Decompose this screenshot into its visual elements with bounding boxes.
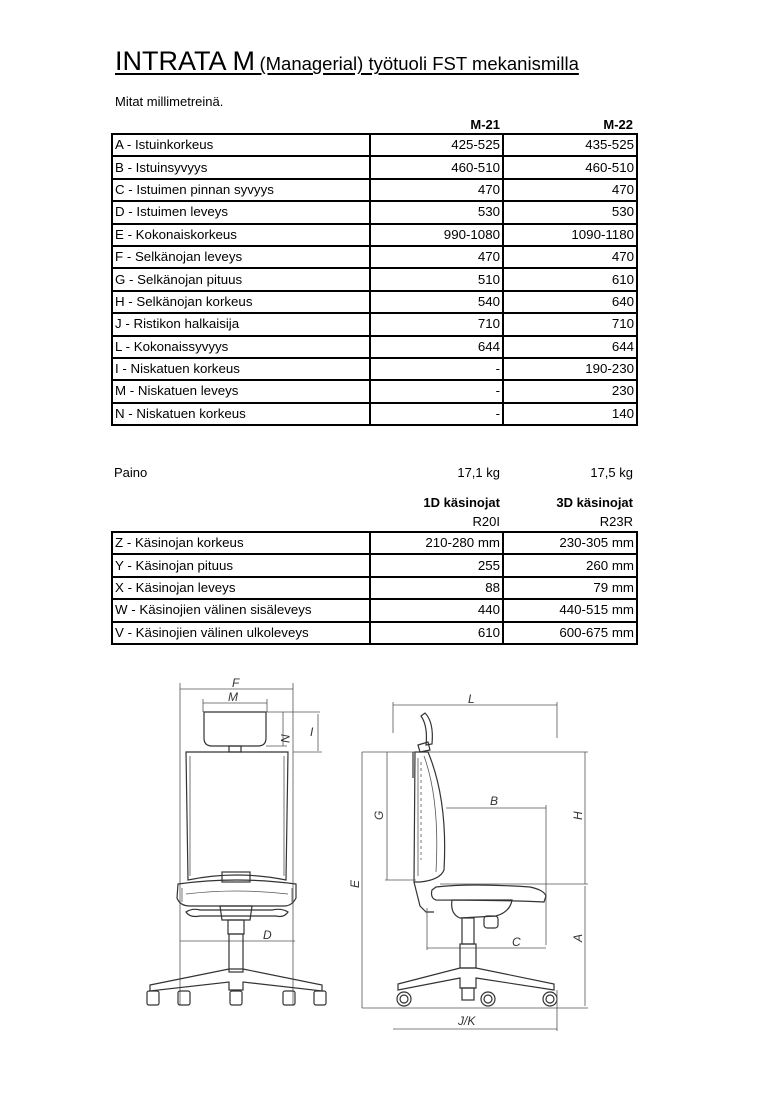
row-label: N - Niskatuen korkeus xyxy=(112,403,370,425)
row-value-1: 644 xyxy=(370,336,503,358)
row-label: C - Istuimen pinnan syvyys xyxy=(112,179,370,201)
dim-label-b: B xyxy=(490,794,499,808)
front-view-drawing xyxy=(147,676,326,1005)
dim-label-l: L xyxy=(468,692,475,706)
row-label: L - Kokonaissyvyys xyxy=(112,336,370,358)
row-value-1: - xyxy=(370,358,503,380)
row-value-2: 640 xyxy=(503,291,637,313)
dim-label-e: E xyxy=(348,879,362,888)
row-value-2: 435-525 xyxy=(503,134,637,156)
row-value-1: 440 xyxy=(370,599,503,621)
dim-label-g: G xyxy=(372,810,386,820)
dim-label-h: H xyxy=(571,811,585,820)
row-value-1: 540 xyxy=(370,291,503,313)
row-label: M - Niskatuen leveys xyxy=(112,380,370,402)
row-label: Y - Käsinojan pituus xyxy=(112,554,370,576)
dim-label-a: A xyxy=(571,933,585,942)
row-label: V - Käsinojien välinen ulkoleveys xyxy=(112,622,370,644)
row-value-2: 230-305 mm xyxy=(503,532,637,554)
row-value-2: 460-510 xyxy=(503,156,637,178)
row-label: W - Käsinojien välinen sisäleveys xyxy=(112,599,370,621)
backrest-front xyxy=(186,752,288,880)
row-label: F - Selkänojan leveys xyxy=(112,246,370,268)
dim-label-d: D xyxy=(263,928,272,942)
row-value-1: 255 xyxy=(370,554,503,576)
dim-label-i: I xyxy=(310,725,314,739)
row-value-2: 190-230 xyxy=(503,358,637,380)
backrest-side xyxy=(414,752,445,882)
casters-side xyxy=(397,992,557,1006)
row-value-1: 610 xyxy=(370,622,503,644)
row-value-2: 610 xyxy=(503,268,637,290)
row-label: J - Ristikon halkaisija xyxy=(112,313,370,335)
dim-label-m: M xyxy=(228,690,238,704)
weight-m21: 17,1 kg xyxy=(457,465,500,480)
row-value-2: 440-515 mm xyxy=(503,599,637,621)
row-value-2: 530 xyxy=(503,201,637,223)
side-view-drawing xyxy=(348,692,588,1031)
dim-label-n: N xyxy=(278,734,292,743)
dim-label-f: F xyxy=(232,676,240,690)
title-main: INTRATA M xyxy=(115,46,255,76)
row-value-1: 530 xyxy=(370,201,503,223)
weight-label: Paino xyxy=(114,465,148,480)
row-value-1: 470 xyxy=(370,179,503,201)
row-label: X - Käsinojan leveys xyxy=(112,577,370,599)
armrest-code-3d: R23R xyxy=(599,514,633,529)
row-value-1: 210-280 mm xyxy=(370,532,503,554)
armrest-header-1d: 1D käsinojat xyxy=(423,495,500,510)
row-value-1: - xyxy=(370,403,503,425)
row-value-2: 140 xyxy=(503,403,637,425)
row-value-1: 88 xyxy=(370,577,503,599)
casters-front xyxy=(147,991,326,1005)
row-label: D - Istuimen leveys xyxy=(112,201,370,223)
dim-label-jk: J/K xyxy=(458,1014,476,1028)
title-sub: (Managerial) työtuoli FST mekanismilla xyxy=(259,53,579,74)
row-value-1: 710 xyxy=(370,313,503,335)
row-label: G - Selkänojan pituus xyxy=(112,268,370,290)
row-value-2: 600-675 mm xyxy=(503,622,637,644)
row-value-2: 230 xyxy=(503,380,637,402)
row-value-2: 644 xyxy=(503,336,637,358)
mechanism-side xyxy=(452,900,512,918)
row-value-1: 990-1080 xyxy=(370,224,503,246)
units-note: Mitat millimetreinä. xyxy=(115,94,224,109)
base-side xyxy=(398,968,554,990)
column-header-m21: M-21 xyxy=(470,117,500,132)
row-label: E - Kokonaiskorkeus xyxy=(112,224,370,246)
row-value-1: 470 xyxy=(370,246,503,268)
row-value-2: 79 mm xyxy=(503,577,637,599)
row-value-1: 425-525 xyxy=(370,134,503,156)
row-label: I - Niskatuen korkeus xyxy=(112,358,370,380)
headrest-front xyxy=(204,712,266,746)
row-value-1: 510 xyxy=(370,268,503,290)
row-label: B - Istuinsyvyys xyxy=(112,156,370,178)
row-value-1: - xyxy=(370,380,503,402)
row-value-2: 470 xyxy=(503,246,637,268)
dim-label-c: C xyxy=(512,935,521,949)
column-header-m22: M-22 xyxy=(603,117,633,132)
row-value-1: 460-510 xyxy=(370,156,503,178)
row-value-2: 1090-1180 xyxy=(503,224,637,246)
row-label: Z - Käsinojan korkeus xyxy=(112,532,370,554)
row-value-2: 470 xyxy=(503,179,637,201)
headrest-side xyxy=(421,713,432,745)
row-value-2: 710 xyxy=(503,313,637,335)
row-label: H - Selkänojan korkeus xyxy=(112,291,370,313)
armrest-code-1d: R20I xyxy=(472,514,500,529)
weight-m22: 17,5 kg xyxy=(590,465,633,480)
row-value-2: 260 mm xyxy=(503,554,637,576)
row-label: A - Istuinkorkeus xyxy=(112,134,370,156)
armrest-header-3d: 3D käsinojat xyxy=(556,495,633,510)
